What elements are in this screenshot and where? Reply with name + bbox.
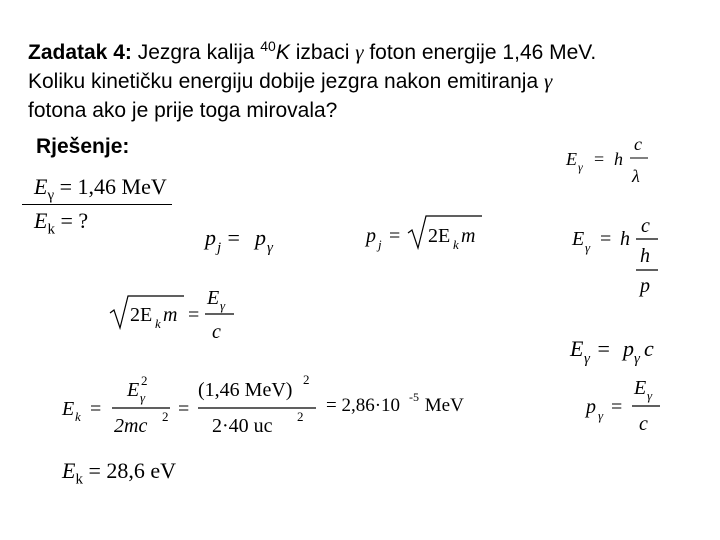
photon-energy-wavelength [565, 134, 648, 186]
energy-symbol: E [127, 379, 140, 401]
planck-constant: h [640, 245, 650, 267]
exponent: 2 [162, 409, 169, 424]
c-symbol: c [641, 215, 650, 237]
j-subscript: j [217, 240, 222, 256]
root-term: 2E [130, 304, 153, 326]
k-subscript: k [47, 221, 55, 238]
equals-sign: = [600, 228, 612, 250]
root-over-c-equation [110, 287, 234, 343]
energy-symbol: E [34, 174, 48, 199]
given-value: = 1,46 MeV [54, 174, 167, 199]
numerator-value: (1,46 MeV) [198, 379, 293, 401]
c-symbol: c [634, 134, 642, 154]
m-symbol: m [163, 304, 178, 326]
equals-sign: = [90, 398, 102, 420]
c-symbol: c [639, 413, 648, 435]
equals-sign: = [594, 149, 605, 169]
problem-text: foton energije 1,46 MeV. [363, 41, 597, 64]
equals-sign: = [389, 225, 401, 247]
equals-sign: = [611, 396, 623, 418]
energy-symbol: E [62, 458, 76, 483]
problem-text: izbaci [289, 41, 356, 64]
photon-momentum [584, 377, 660, 435]
energy-symbol: E [572, 228, 585, 250]
energy-symbol: E [634, 377, 647, 399]
gamma-subscript: γ [267, 240, 273, 256]
gamma-subscript: γ [598, 408, 604, 423]
kinetic-energy-equation [61, 372, 464, 437]
k-subscript: k [453, 237, 459, 252]
equals-sign: = [178, 398, 190, 420]
momentum-equality [203, 225, 274, 256]
p-symbol: p [205, 225, 216, 250]
planck-constant: h [620, 228, 630, 250]
exponent: -5 [409, 390, 419, 404]
gamma-subscript: γ [220, 298, 226, 313]
equals-sign: = [592, 336, 616, 361]
result-unit: MeV [420, 395, 464, 416]
gamma-subscript: γ [647, 388, 653, 403]
exponent: 2 [303, 372, 310, 387]
p-symbol: p [255, 225, 266, 250]
gamma-symbol: γ [543, 69, 553, 93]
isotope-mass: 40 [260, 38, 276, 54]
gamma-subscript: γ [585, 240, 591, 255]
nucleus-momentum [364, 216, 482, 252]
energy-symbol: E [34, 208, 48, 233]
problem-text: Jezgra kalija [131, 41, 261, 64]
photon-energy-momentum [571, 215, 658, 297]
problem-label: Zadatak 4: [28, 41, 132, 64]
c-symbol: c [644, 336, 654, 361]
energy-symbol: E [566, 149, 577, 169]
m-symbol: m [461, 225, 476, 247]
gamma-subscript: γ [584, 351, 590, 367]
k-subscript: k [75, 471, 83, 488]
given-value: = ? [54, 208, 89, 233]
lambda-symbol: λ [632, 166, 640, 186]
denominator-value: 2·40 uc [212, 415, 273, 437]
equals-sign: = [188, 304, 200, 326]
c-symbol: c [212, 321, 221, 343]
gamma-subscript: γ [634, 351, 640, 367]
final-value: = 28,6 eV [82, 458, 177, 483]
energy-symbol: E [62, 398, 75, 420]
gamma-subscript: γ [140, 390, 146, 405]
problem-text: Koliku kinetičku energiju dobije jezgra nakon emitiranja [28, 70, 544, 93]
j-subscript: j [378, 237, 382, 252]
gamma-symbol: γ [355, 40, 364, 64]
equals-sign: = [222, 225, 246, 250]
planck-constant: h [614, 149, 623, 169]
energy-symbol: E [570, 336, 584, 361]
photon-energy-pc [569, 336, 654, 367]
p-symbol: p [640, 275, 650, 297]
gamma-subscript: γ [47, 187, 55, 204]
energy-symbol: E [207, 287, 220, 309]
problem-text: fotona ako je prije toga mirovala? [28, 99, 338, 122]
result-value: = 2,86·10 [326, 395, 401, 416]
p-symbol: p [623, 336, 634, 361]
isotope-symbol: K [275, 41, 290, 64]
k-subscript: k [155, 316, 161, 331]
p-symbol: p [586, 396, 596, 418]
p-symbol: p [366, 225, 376, 247]
root-term: 2E [428, 225, 451, 247]
exponent: 2 [141, 373, 148, 388]
k-subscript: k [75, 409, 81, 424]
solution-heading: Rješenje: [36, 135, 130, 158]
denominator: 2mc [114, 415, 148, 437]
gamma-subscript: γ [578, 160, 583, 174]
exponent: 2 [297, 409, 304, 424]
